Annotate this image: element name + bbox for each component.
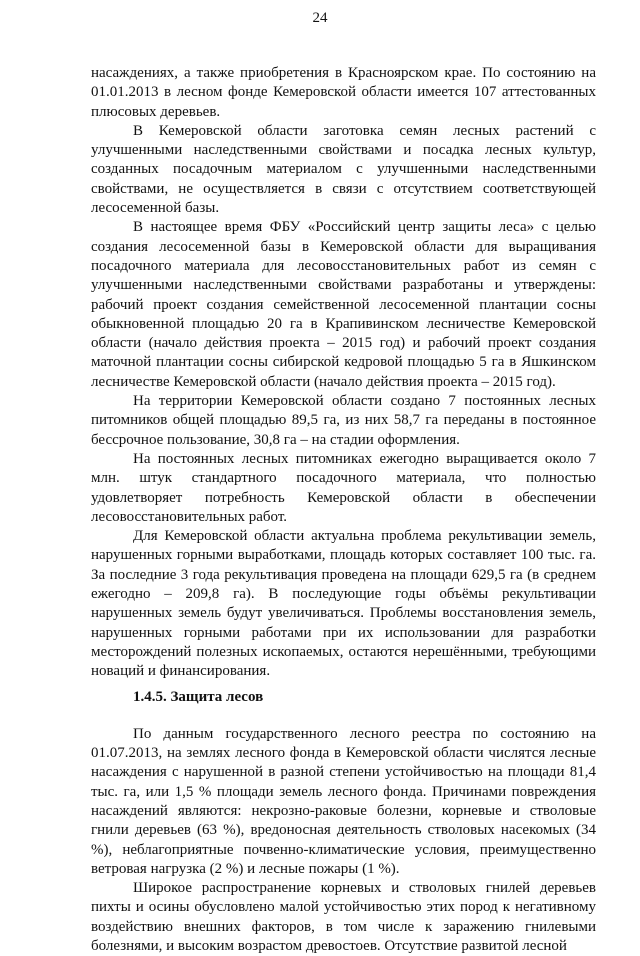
paragraph-forest-registry: По данным государственного лесного реестра по состоянию на 01.07.2013, на землях лесного фонда в Кемеровской области числятся лесные насаждения с нарушенной в разной степени устойчивостью на площади 81,4 тыс. га, или 1,5 % площади земель лесного фонда. Причинами повреждения насаждений являются: некрозно-раковые болезни, корневые и стволовые гнили деревьев (63 %), вредоносная деятельность стволовых насекомых (34 %), неблагоприятные почвенно-климатические условия, преимущественно ветровая нагрузка (2 %) и лесные пожары (1 %).	[91, 725, 596, 877]
page-content	[91, 64, 596, 956]
paragraph-root-stem-rot: Широкое распространение корневых и стволовых гнилей деревьев пихты и осины обусловлено малой устойчивостью этих пород к негативному воздействию внешних факторов, в том числе к заражению гнилевыми болезнями, и высоким возрастом древостоев. Отсутствие развитой лесной	[91, 880, 596, 955]
paragraph-continuation: насаждениях, а также приобретения в Красноярском крае. По состоянию на 01.01.2013 в лесном фонде Кемеровской области имеется 107 аттестованных плюсовых деревьев.	[91, 65, 596, 120]
paragraph-nurseries: На территории Кемеровской области создано 7 постоянных лесных питомников общей площадью 89,5 га, из них 58,7 га переданы в постоянное бессрочное пользование, 30,8 га – на стадии оформления.	[91, 393, 596, 448]
paragraph-planting-material: На постоянных лесных питомниках ежегодно выращивается около 7 млн. штук стандартного посадочного материала, что полностью удовлетворяет потребность Кемеровской области в обеспечении лесовосстановительных работ.	[91, 450, 596, 525]
paragraph-land-recultivation: Для Кемеровской области актуальна проблема рекультивации земель, нарушенных горными выработками, площадь которых составляет 100 тыс. га. За последние 3 года рекультивация проведена на площади 629,5 га (в среднем ежегодно – 209,8 га). В последующие годы объёмы рекультивации нарушенных земель будут увеличиваться. Проблемы восстановления земель, нарушенных горными работами при их использовании для разработки месторождений полезных ископаемых, остаются нерешёнными, требующими новаций и финансирования.	[91, 528, 596, 680]
page-number: 24	[312, 10, 328, 26]
paragraph-forest-protection-center: В настоящее время ФБУ «Российский центр защиты леса» с целью создания лесосеменной базы в Кемеровской области для выращивания посадочного материала для лесовосстановительных работ из семян с улучшенными наследственными свойствами разработаны и утверждены: рабочий проект создания семейственной лесосеменной плантации сосны обыкновенной площадью 20 га в Крапивинском лесничестве Кемеровской области (начало действия проекта – 2015 год) и рабочий проект создания маточной плантации сосны сибирской кедровой площадью 5 га в Яшкинском лесничестве Кемеровской области (начало действия проекта – 2015 год).	[91, 219, 596, 390]
paragraph-seed-harvesting: В Кемеровской области заготовка семян лесных растений с улучшенными наследственными свойствами и посадка лесных культур, созданных посадочным материалом с улучшенными наследственными свойствами, не осуществляется в связи с отсутствием соответствующей лесосеменной базы.	[91, 122, 596, 217]
section-heading: 1.4.5. Защита лесов	[133, 688, 264, 705]
